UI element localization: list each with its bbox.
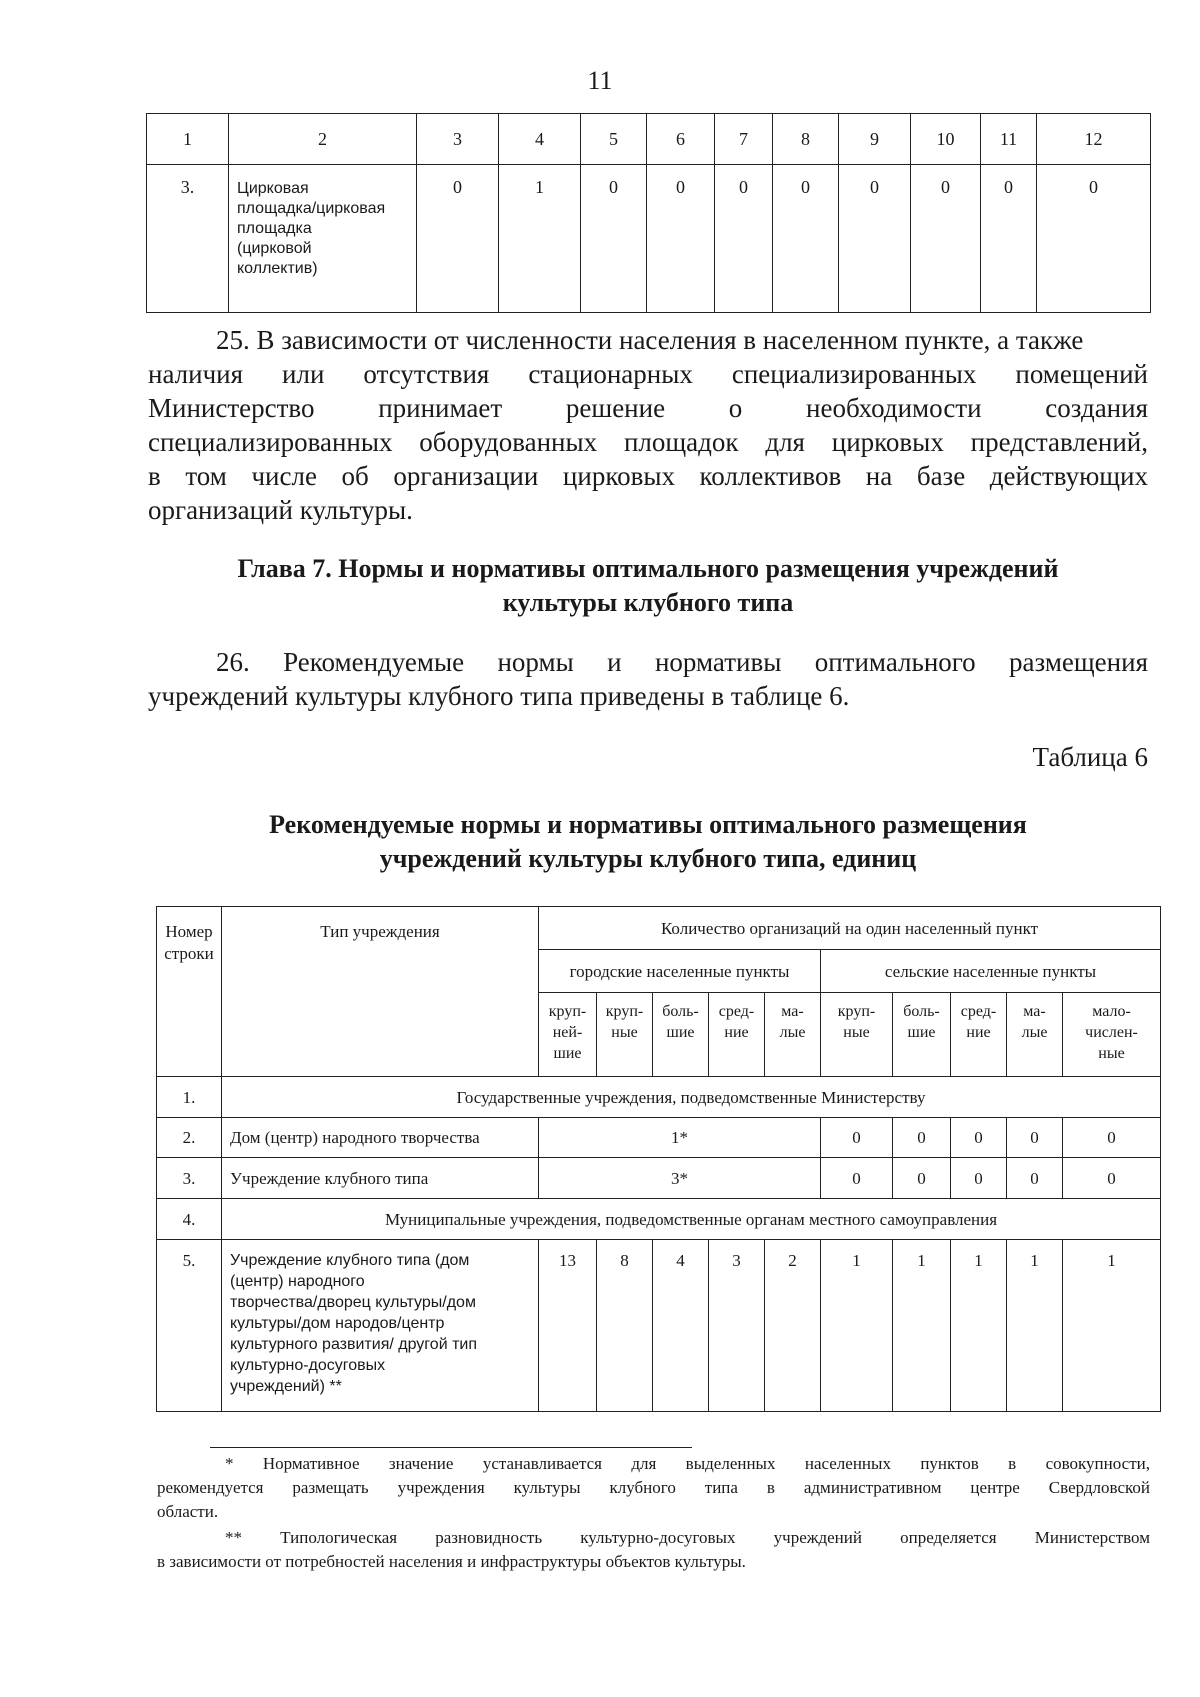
paragraph-26: 26. Рекомендуемые нормы и нормативы оптимального размещения учреждений культуры клубного типа приведены в таблице 6. [148,647,1148,711]
urban-value: 3* [539,1158,821,1199]
urban-size-header: круп- ней- шие [539,993,597,1077]
header-row [157,907,1161,950]
rural-value: 0 [1007,1118,1063,1158]
column-number: 6 [647,114,715,165]
column-number: 9 [839,114,911,165]
value-cell: 1 [821,1240,893,1412]
rural-size-header: боль- шие [893,993,951,1077]
column-number: 3 [417,114,499,165]
value-cell: 4 [653,1240,709,1412]
row-number: 3. [147,165,229,313]
rural-value: 0 [1007,1158,1063,1199]
table-row [147,165,1151,313]
institution-name: Цирковая площадка/цирковая площадка (цирковой коллектив) [229,165,417,313]
urban-value: 1* [539,1118,821,1158]
count-header: Количество организаций на один населенный пункт [539,907,1161,950]
page-number: 11 [587,66,613,95]
value-cell: 3 [709,1240,765,1412]
urban-size-header: ма- лые [765,993,821,1077]
rural-value: 0 [951,1158,1007,1199]
column-number: 5 [581,114,647,165]
value-cell: 0 [715,165,773,313]
rural-header: сельские населенные пункты [821,950,1161,993]
table-row [157,1199,1161,1240]
section-label: Муниципальные учреждения, подведомственные органам местного самоуправления [222,1199,1161,1240]
table-row [157,1118,1161,1158]
value-cell: 0 [581,165,647,313]
urban-size-header: сред- ние [709,993,765,1077]
value-cell: 1 [1007,1240,1063,1412]
column-number: 7 [715,114,773,165]
rural-size-header: сред- ние [951,993,1007,1077]
column-number-row [147,114,1151,165]
table-label: Таблица 6 [1032,742,1148,772]
footnote-1: * Нормативное значение устанавливается для выделенных населенных пунктов в совокупности, рекомендуется размещать учреждения культуры клубного типа в административном центре Свердловской области. [157,1454,1150,1521]
row-number: 1. [157,1077,222,1118]
column-number: 2 [229,114,417,165]
rural-size-header: круп- ные [821,993,893,1077]
urban-header: городские населенные пункты [539,950,821,993]
row-number: 5. [157,1240,222,1412]
column-number: 12 [1037,114,1151,165]
value-cell: 8 [597,1240,653,1412]
row-number: 4. [157,1199,222,1240]
value-cell: 0 [839,165,911,313]
value-cell: 1 [951,1240,1007,1412]
value-cell: 13 [539,1240,597,1412]
column-number: 4 [499,114,581,165]
rural-value: 0 [821,1118,893,1158]
footnote-2: ** Типологическая разновидность культурно-досуговых учреждений определяется Министерством в зависимости от потребностей населения и инфраструктуры объектов культуры. [157,1528,1150,1571]
institution-name: Учреждение клубного типа (дом (центр) народного творчества/дворец культуры/дом культуры/дом народов/центр культурного развития/ другой тип культурно-досуговых учреждений) ** [222,1240,539,1412]
value-cell: 0 [417,165,499,313]
rural-value: 0 [951,1118,1007,1158]
column-number: 8 [773,114,839,165]
value-cell: 1 [499,165,581,313]
continued-table [146,113,1151,313]
institution-name: Учреждение клубного типа [222,1158,539,1199]
row-number: 2. [157,1118,222,1158]
table-row [157,1240,1161,1412]
value-cell: 0 [981,165,1037,313]
rural-size-header: мало- числен- ные [1063,993,1161,1077]
urban-size-header: боль- шие [653,993,709,1077]
column-number: 10 [911,114,981,165]
norms-table [156,906,1161,1412]
value-cell: 0 [773,165,839,313]
rural-value: 0 [1063,1158,1161,1199]
chapter-heading: Глава 7. Нормы и нормативы оптимального размещения учреждений культуры клубного типа [237,554,1059,617]
table-row [157,1158,1161,1199]
value-cell: 1 [893,1240,951,1412]
value-cell: 1 [1063,1240,1161,1412]
column-number: 1 [147,114,229,165]
rural-value: 0 [821,1158,893,1199]
value-cell: 2 [765,1240,821,1412]
section-label: Государственные учреждения, подведомственные Министерству [222,1077,1161,1118]
rural-size-header: ма- лые [1007,993,1063,1077]
institution-name: Дом (центр) народного творчества [222,1118,539,1158]
rural-value: 0 [893,1158,951,1199]
row-number-header: Номер строки [157,907,222,1077]
value-cell: 0 [1037,165,1151,313]
rural-value: 0 [1063,1118,1161,1158]
footnote-divider [210,1447,692,1448]
value-cell: 0 [647,165,715,313]
row-number: 3. [157,1158,222,1199]
table-row [157,1077,1161,1118]
rural-value: 0 [893,1118,951,1158]
column-number: 11 [981,114,1037,165]
value-cell: 0 [911,165,981,313]
table-title: Рекомендуемые нормы и нормативы оптимального размещения учреждений культуры клубного типа, единиц [269,810,1027,873]
urban-size-header: круп- ные [597,993,653,1077]
paragraph-25: 25. В зависимости от численности населения в населенном пункте, а также наличия или отсутствия стационарных специализированных помещений Министерство принимает решение о необходимости создания специализированных оборудованных площадок для цирковых представлений, в том числе об организации цирковых коллективов на базе действующих организаций культуры. [148,325,1148,525]
institution-type-header: Тип учреждения [222,907,539,1077]
